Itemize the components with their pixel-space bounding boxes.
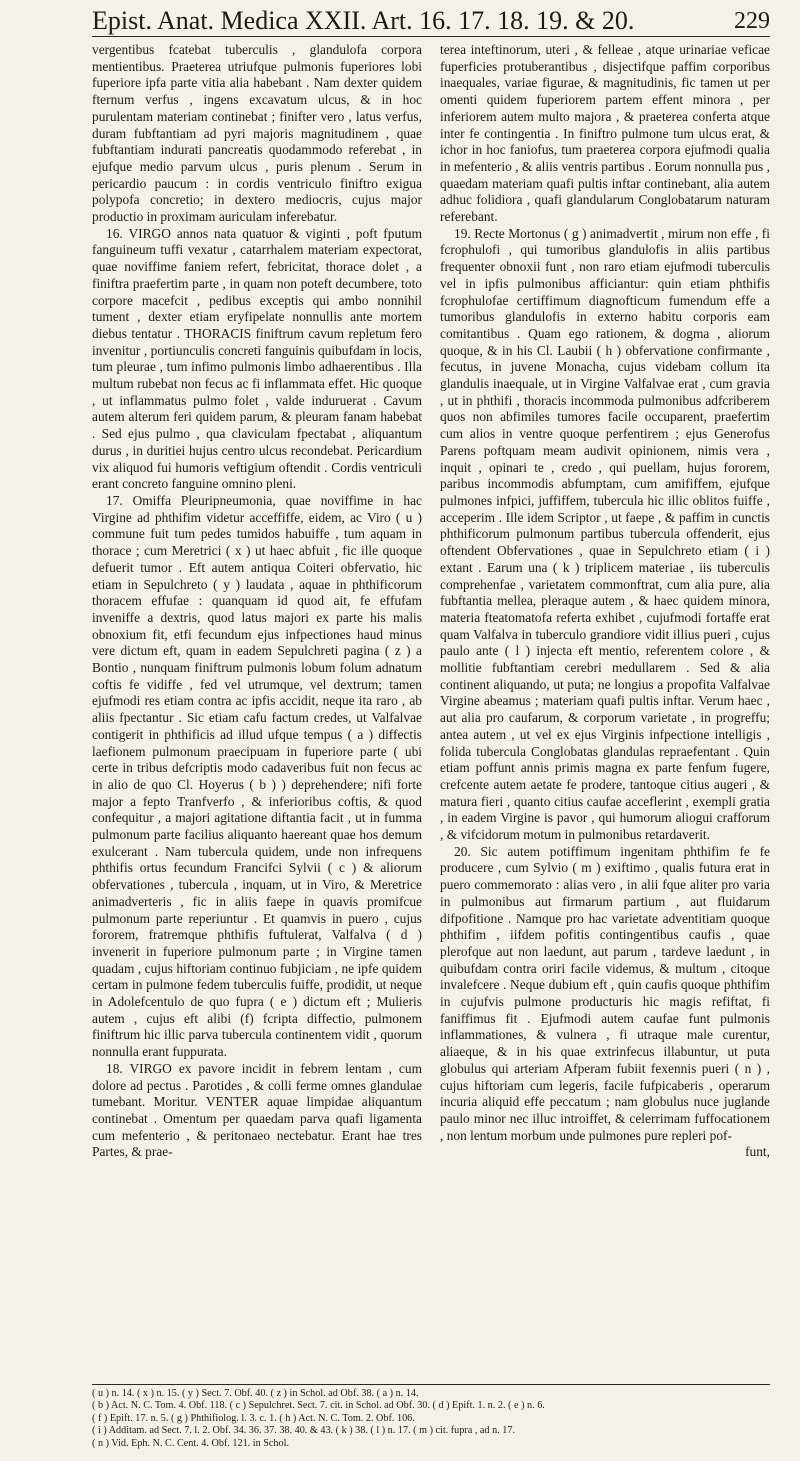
- header-rule: [92, 36, 770, 37]
- paragraph-article-17: 17. Omiffa Pleuripneumonia, quae noviffime in hac Virgine ad phthifim videtur acceffiffe, eidem, ac Viro ( u ) commune fuit tum pedes tumidos habuiffe , tum aquam in thorace ; cum Meretrici ( x ) ut haec abfuit , fic ille quoque defuerit tumor . Eft autem antiqua Coiteri obfervatio, hic etiam in Sepulchreto ( y ) laudata , aquae in phthificorum thoracem effufae : quanquam id quod ait, fe effufam inveniffe a dextris, quod latus majori ex parte his malis obnoxium fit, etfi fecundum ejus infpectiones haud minus vere dictum eft, quam in eadem Sepulchreti pagina ( z ) a Bontio , nunquam finiftrum pulmonis lobum folum adnatum coftis fe vidiffe , fed vel utrumque, vel dextrum; tamen ejufmodi res etiam contra ac ipfis accidit, neque ita raro , ab aliis fpectantur . Sic etiam cafu factum credes, ut Valfalvae contigerit in phthificis ad illud ufque tempus ( a ) diffectis laefionem pulmonum praecipuam in fuperiore parte ( ubi certe in tribus defcriptis modo cadaveribus fuit non fecus ac in alio de quo Cl. Hoyerus ( b ) ) deprehendere; nifi forte major a fepto Tranfverfo , & inferioribus coftis, & quod confequitur , a majori agitatione diftantia facit , ut in fumma pulmonum parte facilius aliquanto haereant quae hos demum exulcerant . Nam tubercula quidem, unde non infrequens phthifis ortus fecundum Francifci Sylvii ( c ) & aliorum obfervationes , tubercula , inquam, ut in Viro, & Meretrice animadverteris , fic in aliis faepe in quavis promifcue pulmonum parte reperiuntur . Et quamvis in puero , cujus fororem, fratremque phthifis fuftulerat, Valfalva ( d ) invenerit in fuperiore pulmonum parte ; in Virgine tamen quadam , cujus hiftoriam continuo fubjiciam , ne ipfe quidem certam in pulmone fedem tuberculis fuiffe, prodidit, ut neque in Adolefcentulo de quo fupra ( e ) dictum eft ; Mulieris autem , cujus eft alibi (f) fcripta diffectio, pulmonem finiftrum hic illic parva tubercula continentem vidit , quorum nonnulla erant fuppurata.: [92, 492, 422, 1060]
- right-column: [440, 42, 770, 1378]
- footnote-line: ( n ) Vid. Eph. N. C. Cent. 4. Obf. 121. in Schol.: [92, 1437, 289, 1449]
- footnote-line: ( u ) n. 14. ( x ) n. 15. ( y ) Sect. 7. Obf. 40. ( z ) in Schol. ad Obf. 38. ( a ) n. 14.: [92, 1388, 419, 1399]
- paragraph: vergentibus fcatebat tuberculis , glandulofa corpora mentientibus. Praeterea utriufque pulmonis fuperiores lobi fuperiore ipfa parte vitia alia habebant . Nam dexter quidem fternum verfus , ingens excavatum ulcus, & in hoc purulentam materiam continebat ; finifter vero , latus verfus, duram fubftantiam ad pyri majoris magnitudinem , quae fubftantiam indurati pancreatis quodammodo referebat , in ejufque medio parvum ulcus , puris plenum . Serum in pericardio paucum : in cordis ventriculo finiftro exigua polypofa concretio; in dextero mediocris, cujus major productio in proximam auriculam inferebatur.: [92, 42, 422, 225]
- footnotes: [92, 1384, 770, 1450]
- page-number: 229: [734, 8, 770, 34]
- paragraph-article-19: 19. Recte Mortonus ( g ) animadvertit , mirum non effe , fi fcrophulofi , qui tumoribus glandulofis in aliis partibus frequenter obnoxii funt , non raro etiam ejufmodi tuberculis vel in ipfis pulmonibus afficiantur: quin etiam phthifis fcrophulofae certiffimum diagnofticum fumendum effe a tumoribus glandulofis in externo habitu corporis eam comitantibus . Quam ego rationem, & dogma , aliorum quoque, & in his Cl. Laubii ( h ) obfervatione confirmante , fecutus, in juvene Monacha, cujus videbam collum ita glandulis inaequale, ut in Virgine Valfalvae erat , cum gravia , ut in phthifi , thoracis incommoda pulmonibus adfcriberem quos non abfimiles tumores facile occuparent, praefertim cum alios in ventre quoque perfentirem ; ejus Generofus Parens poftquam meam audivit opinionem, nimis vera , inquit , opinari te , credo , qui puellam, hujus fororem, paribus incommodis abfumptam, cum amififfem, ejufque pulmones infpici, juffiffem, tubercula hic illic oblitos fuiffe , acceperim . Ille idem Scriptor , ut faepe , & paffim in cunctis phthificorum pulmonum partibus tubercula offenderit, ejus oftendent Obfervationes , quae in Sepulchreto etiam ( i ) extant . Earum una ( k ) triplicem materiae , iis tuberculis comprehenfae , varietatem commonftrat, cum alia pure, alia fubftantia mellea, pleraque autem , & haec quidem minora, materia fteatomatofa referta exhibet , cujufmodi fortaffe erat quam Valfalva in tuberculo grandiore vidit illius pueri , cujus paulo ante ( l ) injecta eft mentio, referentem colore , & mollitie fubftantiam cerebri medullarem . Sed & alia continent aliquando, ut puta; ne longius a propofita Valfalvae Virgine abeamus ; materiam quafi pultis inftar. Verum haec , aut alia pro caufarum, & corporum varietate , in progreffu; antea autem , ut vel ex ejus Virginis infpectione intelligis , folida tubercula Conglobatas glandulas repraefentant . Quin etiam poffunt annis primis magna ex parte fenfum fugere, crefcente autem aetate fe prodere, tantoque citius augeri , & matura fieri , quanto citius caufae acceflerint , exempli gratia , in eadem Virgine is pavor , qui humorum aliogui crafforum , & vifcidorum motum in pulmonibus retardaverit.: [440, 225, 770, 843]
- running-title: Epist. Anat. Medica XXII. Art. 16. 17. 18. 19. & 20.: [92, 6, 635, 35]
- footnote-line: ( i ) Additam. ad Sect. 7. l. 2. Obf. 34. 36. 37. 38. 40. & 43. ( k ) 38. ( l ) n. 17. ( m ) cit. fupra , ad n. 17.: [92, 1425, 515, 1437]
- paragraph-article-20: 20. Sic autem potiffimum ingenitam phthifim fe fe producere , cum Sylvio ( m ) exiftimo , qualis futura erat in puero commemorato : alias vero , in alii fque aliter pro varia in pulmonibus aut firmarum partium , aut fluidarum difpofitione . Namque pro hac varietate adventitiam quoque phthifim , iifdem pofitis contingentibus caufis , quae plerofque aut non laedunt, aut parum , tardeve laedunt , in quibufdam contra oriri facile videmus, & multum , citoque invalefcere . Neque dubium eft , quin caufis quoque phthifim in cujufvis pulmone producturis hic magis refiftat, fi faniffimus fit . Ejufmodi autem caufae funt pulmonis inflammationes, & vulnera , fi utraque male curentur, aliaeque, & in his quae extrinfecus illabuntur, ut puta globulus qui arteriam Afperam fubiit fexennis pueri ( n ) , cujus hiftoriam cum legeris, facile fufpicaberis , operarum incuria aliquid effe peccatum ; nam globulus nuce juglande paulo minor nec illuc introiffet, & celerrimam fuffocationem , non lentum morbum unde pulmones pure repleri pof-: [440, 843, 770, 1143]
- left-column: [92, 42, 422, 1378]
- running-header: [92, 6, 770, 36]
- paragraph: terea inteftinorum, uteri , & felleae , atque urinariae veficae fuperficies protuberantibus , disjectifque paffim corporibus inaequales, variae figurae, & magnitudinis, fic tamen ut per omenti quidem fuperiorem partem effent minora , per inferiorem autem multo majora , & praeterea conferta atque inter fe contingentia . In finiftro pulmone tum ulcus erat, & ichor in hoc faniofus, tum praeterea corpora ejufmodi qualia in mefenterio , & aliis ventris partibus . Eorum nonnulla pus , quaedam materiam quafi pultis inftar continebant, alia autem adhuc folidiora , quafi glandularum Conglobatarum naturam referebant.: [440, 42, 770, 225]
- footnote-line: ( f ) Epift. 17. n. 5. ( g ) Phthifiolog. l. 3. c. 1. ( h ) Act. N. C. Tom. 2. Obf. 106.: [92, 1412, 415, 1424]
- footnote-line: ( b ) Act. N. C. Tom. 4. Obf. 118. ( c ) Sepulchret. Sect. 7. cit. in Schol. ad Obf. 30. ( d ) Epift. 1. n. 2. ( e ) n. 6.: [92, 1400, 545, 1412]
- paragraph-article-16: 16. VIRGO annos nata quatuor & viginti , poft fputum fanguineum tuffi vexatur , catarrhalem materiam expectorat, quae noviffime faniem refert, febricitat, thorace dolet , a finiftra praefertim parte , in quam non poteft decumbere, toto corpore macefcit , pedibus exceptis qui ambo nonnihil tument , dexter etiam eryfipelate nonnullis ante mortem diebus tentatur . THORACIS finiftrum cavum repletum fero invenitur , portiunculis concreti fanguinis quibufdam in locis, tum pleurae , tum infimo pulmonis limbo adhaerentibus . Illa multum rubebat non fecus ac fi inflammata effet. Hic quoque , ut inflammatus pulmo folet , valde induruerat . Cavum autem alterum feri quidem parum, & pleuram fanam habebat . Sed ejus pulmo , qua claviculam fpectabat , aliquantum durus , in duritiei hujus centro ulcus recondebat. Pericardium vix aliquod fui humoris veftigium oftendit . Cordis ventriculi erant concreto fanguine omnino pleni.: [92, 225, 422, 492]
- paragraph-article-18: 18. VIRGO ex pavore incidit in febrem lentam , cum dolore ad pectus . Parotides , & colli ferme omnes glandulae tumebant. Moritur. VENTER aquae limpidae aliquantum continebat . Omentum per quaedam parva quafi ligamenta cum mefenterio , & peritonaeo nectebatur. Erant hae tres Partes, & prae-: [92, 1060, 422, 1160]
- catchword: funt,: [745, 1144, 770, 1160]
